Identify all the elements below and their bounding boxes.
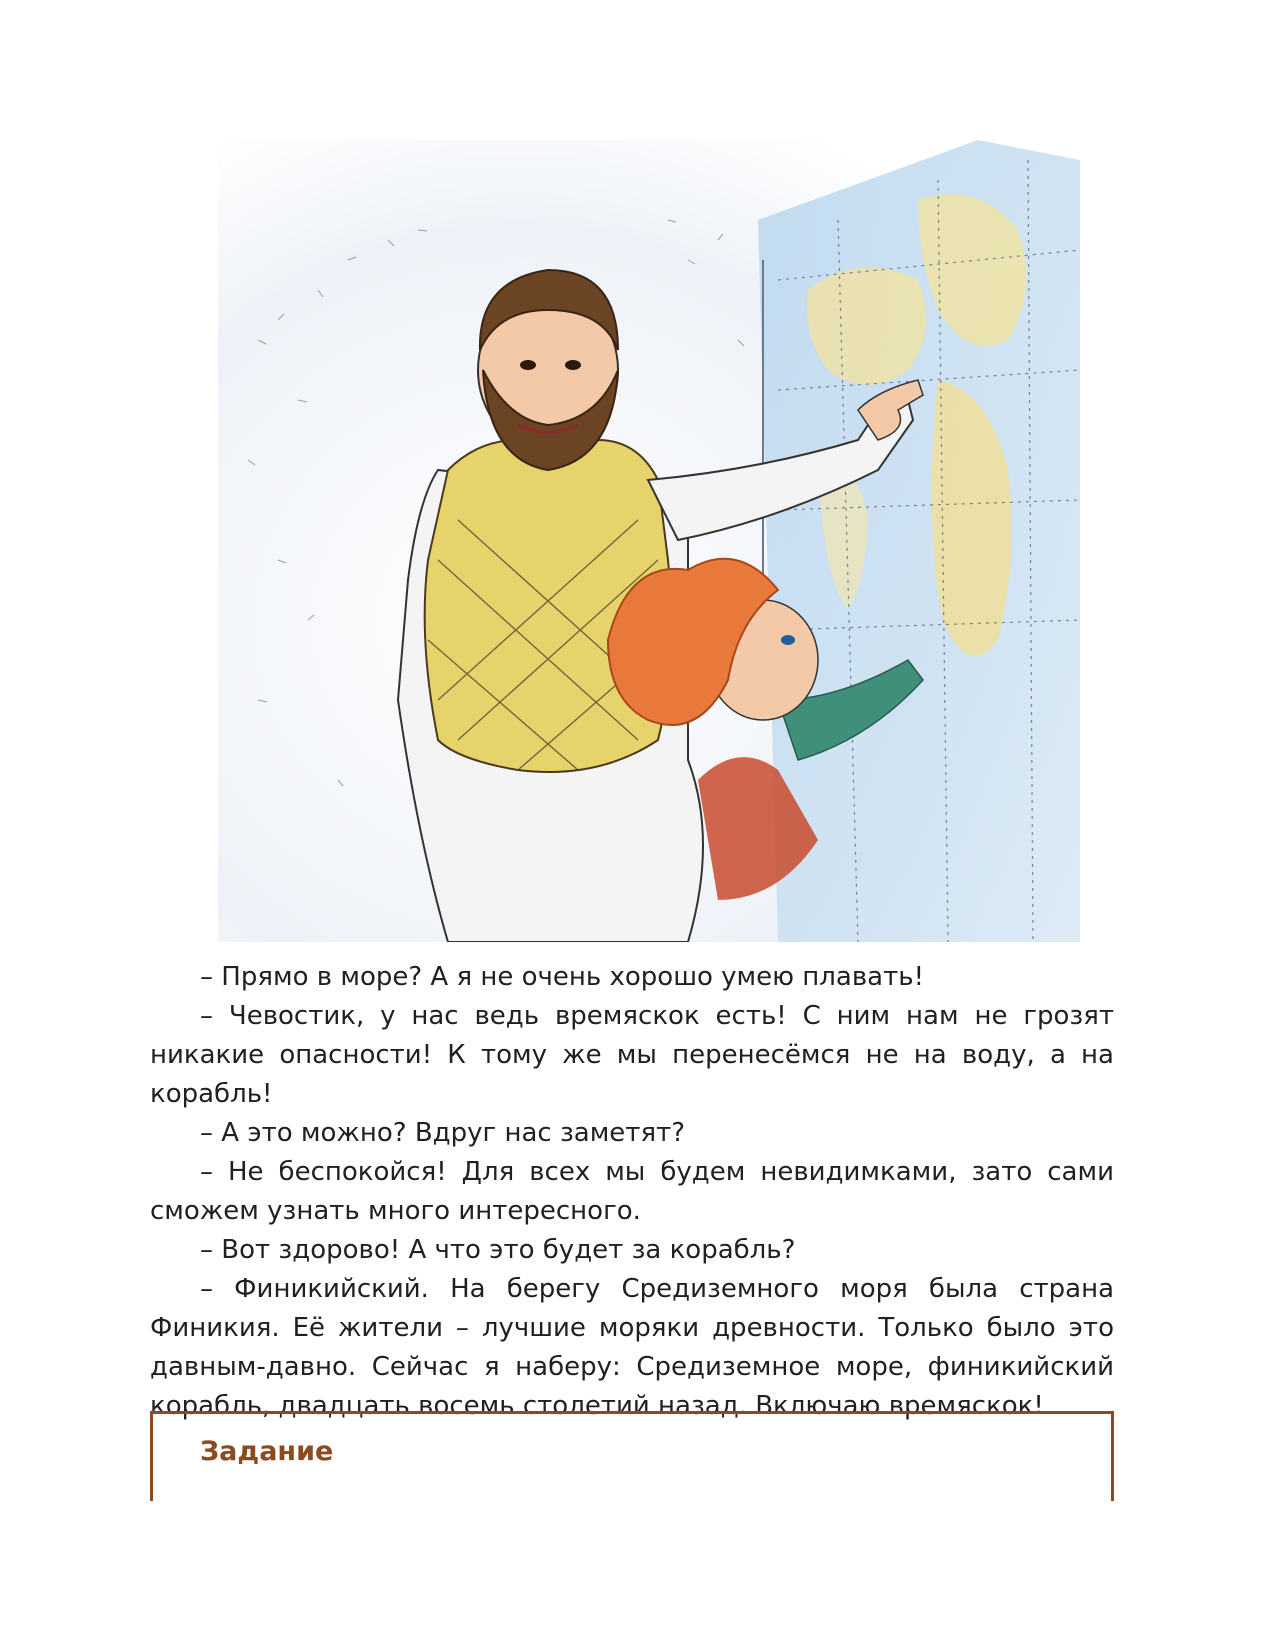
paragraph: – Прямо в море? А я не очень хорошо умею плавать! [200, 962, 925, 992]
paragraph: – Вот здорово! А что это будет за корабль? [200, 1235, 796, 1265]
paragraph: – Не беспокойся! Для всех мы будем невидимками, зато сами сможем узнать много интересного. [150, 1157, 1114, 1226]
illustration-man-and-boy-at-world-map [218, 140, 1080, 942]
paragraph: – Финикийский. На берегу Средиземного моря была страна Финикия. Её жители – лучшие моряки древности. Только было это давным-давно. Сейчас я наберу: Средиземное море, финикийский корабль, двадцать восемь столетий назад. Включаю времяскок! [150, 1274, 1114, 1421]
paragraph: – Чевостик, у нас ведь времяскок есть! С ним нам не грозят никакие опасности! К тому же мы перенесёмся не на воду, а на корабль! [150, 1001, 1114, 1109]
story-text [150, 958, 1114, 1426]
task-title: Задание [200, 1436, 334, 1467]
task-box [150, 1411, 1114, 1501]
paragraph: – А это можно? Вдруг нас заметят? [200, 1118, 686, 1148]
